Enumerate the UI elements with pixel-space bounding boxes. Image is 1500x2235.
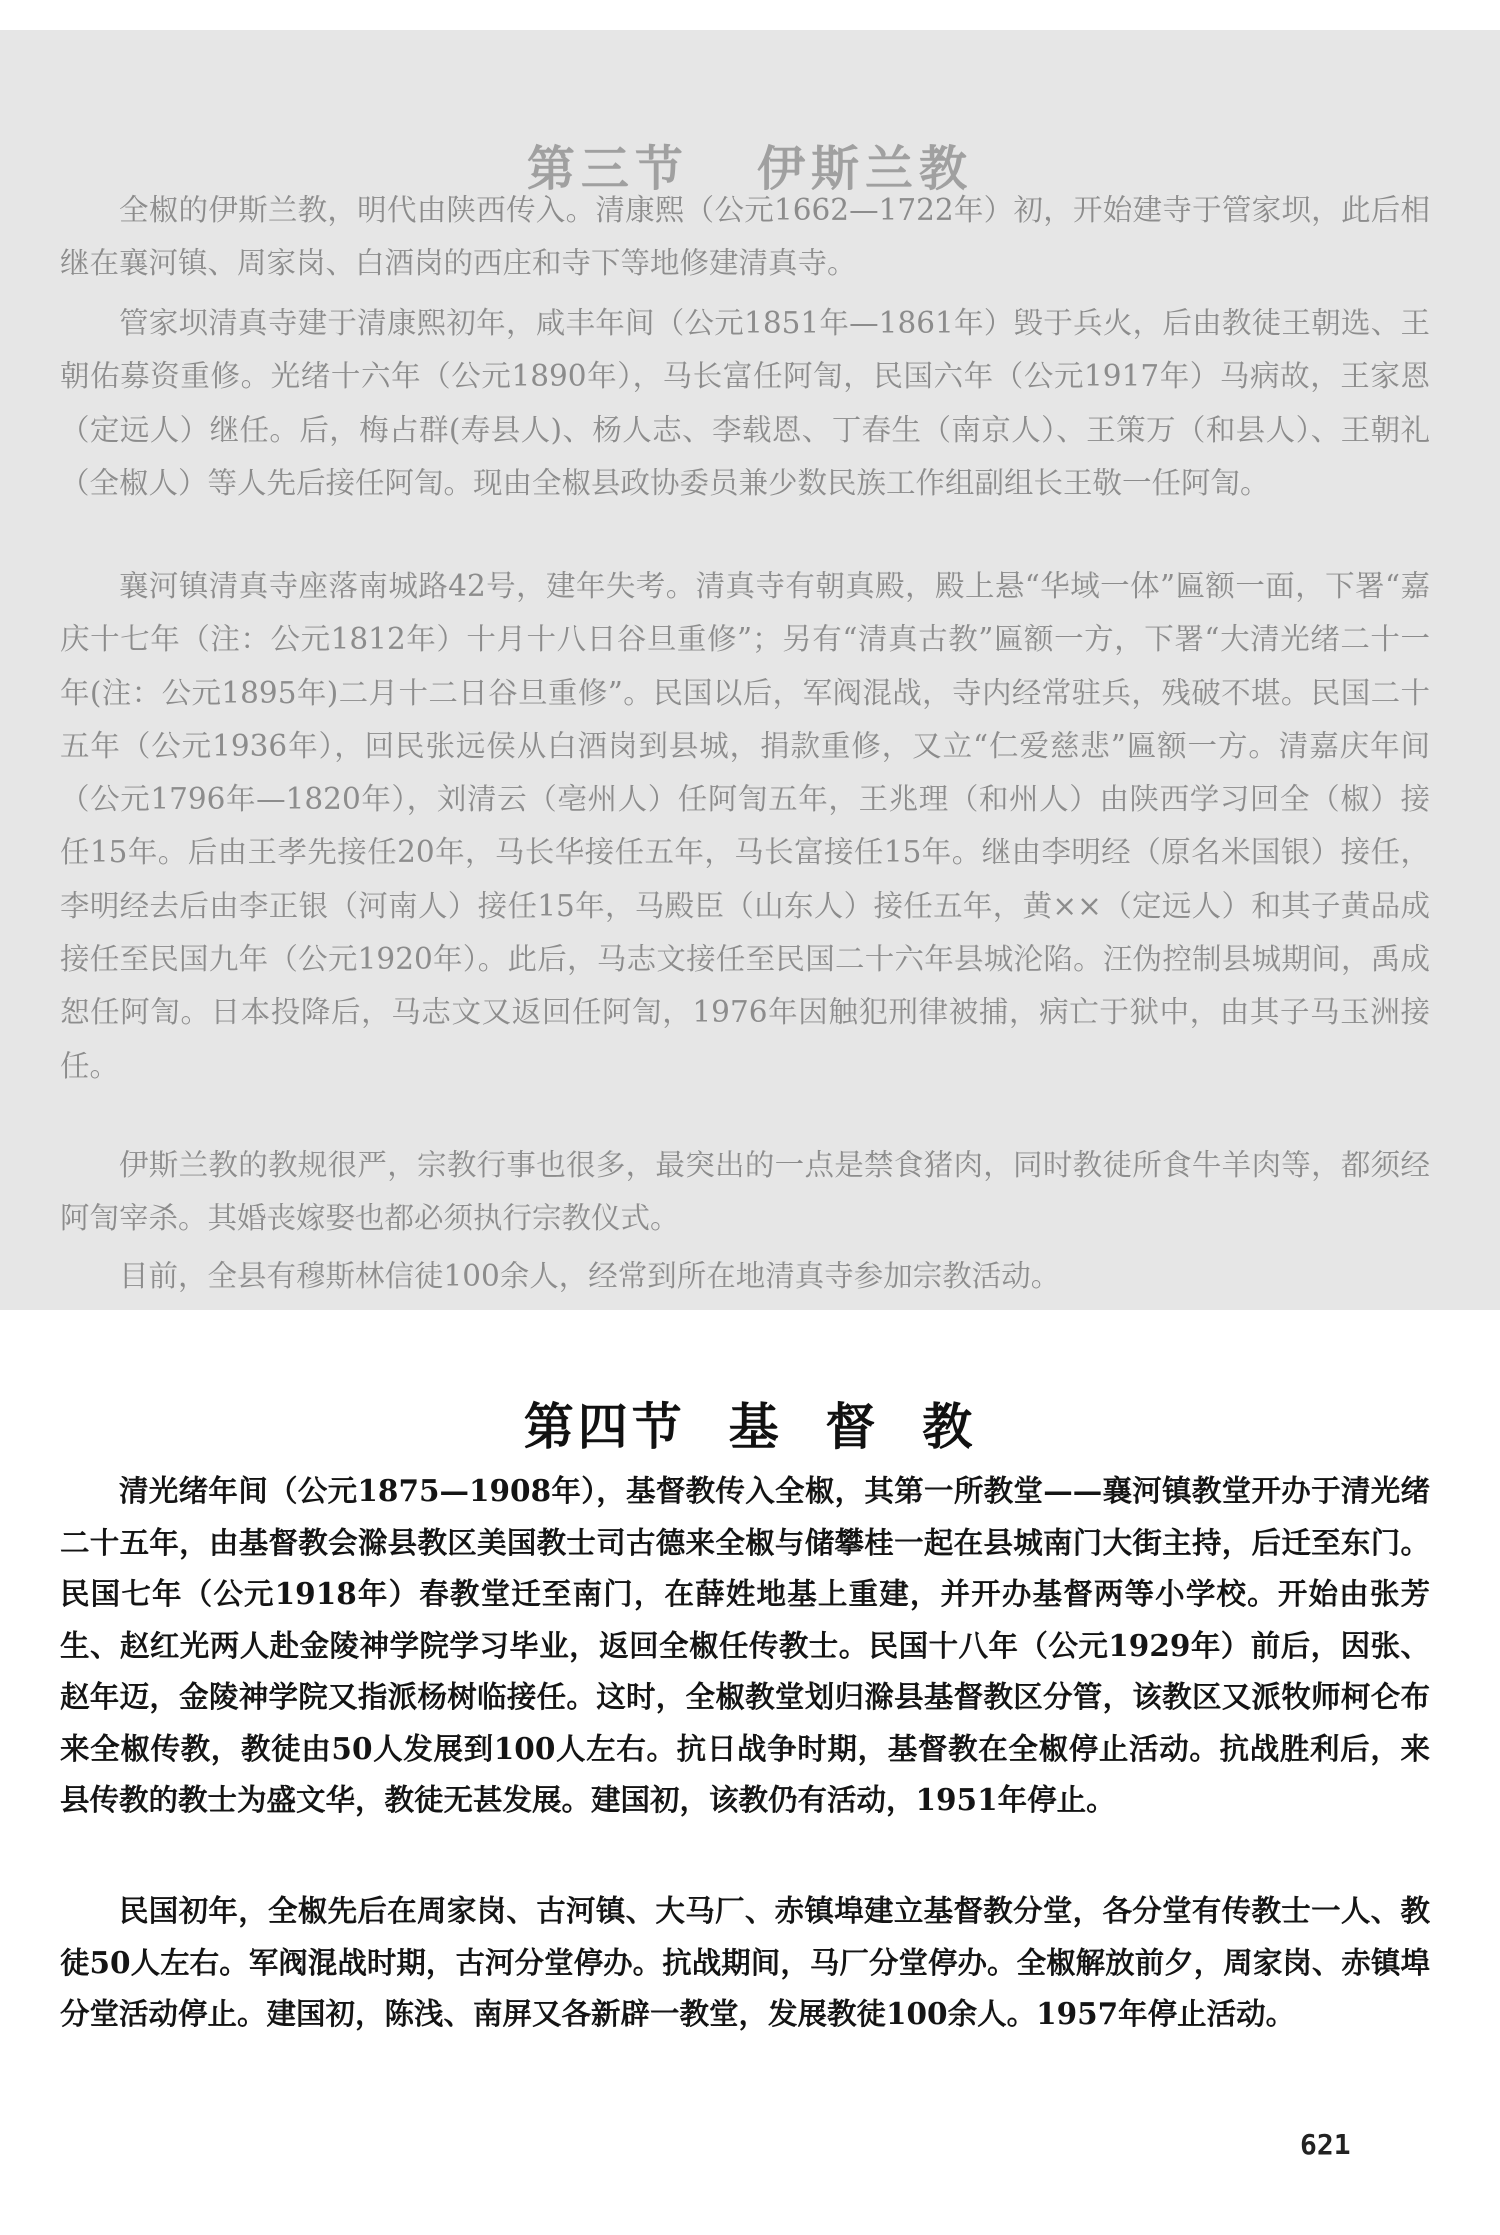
section-3-title: 第三节 伊斯兰教	[526, 140, 974, 197]
section-3-paragraph-4: 伊斯兰教的教规很严，宗教行事也很多，最突出的一点是禁食猪肉，同时教徒所食牛羊肉等，都须经阿訇宰杀。其婚丧嫁娶也都必须执行宗教仪式。	[60, 1148, 1430, 1236]
section-3-paragraph-5: 目前，全县有穆斯林信徒100余人，经常到所在地清真寺参加宗教活动。	[119, 1259, 1061, 1293]
section-4-paragraph-1: 清光绪年间（公元1875—1908年），基督教传入全椒，其第一所教堂——襄河镇教堂开办于清光绪二十五年，由基督教会滁县教区美国教士司古德来全椒与储攀桂一起在县城南门大街主持，后迁至东门。民国七年（公元1918年）春教堂迁至南门，在薛姓地基上重建，并开办基督两等小学校。开始由张芳生、赵红光两人赴金陵神学院学习毕业，返回全椒任传教士。民国十八年（公元1929年）前后，因张、赵年迈，金陵神学院又指派杨树临接任。这时，全椒教堂划归滁县基督教区分管，该教区又派牧师柯仑布来全椒传教，教徒由50人发展到100人左右。抗日战争时期，基督教在全椒停止活动。抗战胜利后，来县传教的教士为盛文华，教徒无甚发展。建国初，该教仍有活动，1951年停止。	[60, 1473, 1430, 1817]
section-3-paragraph-3: 襄河镇清真寺座落南城路42号，建年失考。清真寺有朝真殿，殿上悬“华域一体”匾额一面，下署“嘉庆十七年（注：公元1812年）十月十八日谷旦重修”；另有“清真古教”匾额一方，下署“大清光绪二十一年(注：公元1895年)二月十二日谷旦重修”。民国以后，军阀混战，寺内经常驻兵，残破不堪。民国二十五年（公元1936年），回民张远侯从白酒岗到县城，捐款重修，又立“仁爱慈悲”匾额一方。清嘉庆年间（公元1796年—1820年），刘清云（亳州人）任阿訇五年，王兆理（和州人）由陕西学习回全（椒）接任15年。后由王孝先接任20年，马长华接任五年，马长富接任15年。继由李明经（原名米国银）接任，李明经去后由李正银（河南人）接任15年，马殿臣（山东人）接任五年，黄××（定远人）和其子黄品成接任至民国九年（公元1920年）。此后，马志文接任至民国二十六年县城沦陷。汪伪控制县城期间，禹成恕任阿訇。日本投降后，马志文又返回任阿訇，1976年因触犯刑律被捕，病亡于狱中，由其子马玉洲接任。	[60, 569, 1430, 1083]
section-4-title: 第四节 基 督 教	[523, 1396, 977, 1456]
section-3-paragraph-2: 管家坝清真寺建于清康熙初年，咸丰年间（公元1851年—1861年）毁于兵火，后由教徒王朝选、王朝佑募资重修。光绪十六年（公元1890年），马长富任阿訇，民国六年（公元1917年）马病故，王家恩（定远人）继任。后，梅占群(寿县人)、杨人志、李载恩、丁春生（南京人）、王策万（和县人）、王朝礼（全椒人）等人先后接任阿訇。现由全椒县政协委员兼少数民族工作组副组长王敬一任阿訇。	[60, 306, 1430, 500]
page-number: 621	[1300, 2128, 1351, 2161]
section-4-paragraph-2: 民国初年，全椒先后在周家岗、古河镇、大马厂、赤镇埠建立基督教分堂，各分堂有传教士一人、教徒50人左右。军阀混战时期，古河分堂停办。抗战期间，马厂分堂停办。全椒解放前夕，周家岗、赤镇埠分堂活动停止。建国初，陈浅、南屏又各新辟一教堂，发展教徒100余人。1957年停止活动。	[60, 1893, 1430, 2031]
section-3-paragraph-1: 全椒的伊斯兰教，明代由陕西传入。清康熙（公元1662—1722年）初，开始建寺于管家坝，此后相继在襄河镇、周家岗、白酒岗的西庄和寺下等地修建清真寺。	[60, 193, 1430, 281]
